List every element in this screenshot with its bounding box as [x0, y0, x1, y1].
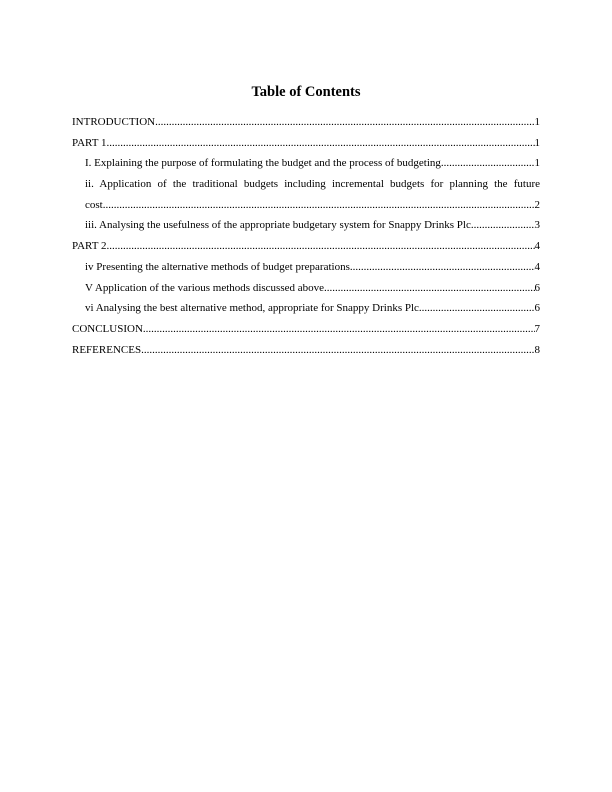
- toc-entry-label: iii. Analysing the usefulness of the appropriate budgetary system for Snappy Drinks Plc: [85, 219, 471, 232]
- toc-leader-dots: [350, 257, 535, 278]
- toc-entry-label: REFERENCES: [72, 343, 142, 356]
- toc-entry-label: INTRODUCTION: [72, 116, 156, 128]
- toc-entry-page: 1: [534, 136, 540, 149]
- toc-leader-dots: [419, 298, 535, 319]
- toc-entry-section-i[interactable]: [72, 153, 540, 174]
- toc-leader-dots: [441, 153, 535, 174]
- toc-title: Table of Contents: [251, 84, 361, 100]
- toc-leader-dots: [107, 236, 535, 257]
- toc-leader-dots: [324, 278, 534, 299]
- toc-entry-page: 1: [534, 116, 540, 128]
- toc-entry-label: vi Analysing the best alternative method, appropriate for Snappy Drinks Plc: [85, 302, 419, 315]
- toc-entry-section-iii[interactable]: [72, 215, 540, 236]
- toc-entry-label: CONCLUSION: [72, 322, 143, 335]
- toc-entry-section-ii[interactable]: [72, 174, 540, 215]
- toc-entry-section-vi[interactable]: [72, 298, 540, 319]
- toc-entry-label-line1: ii. Application of the traditional budgets including incremental budgets for planning the future: [85, 178, 540, 191]
- toc-leader-dots: [103, 195, 535, 216]
- toc-entry-label: iv Presenting the alternative methods of budget preparations: [85, 260, 350, 273]
- toc-entry-page: 7: [534, 322, 540, 335]
- toc-entry-page: 6: [534, 281, 540, 294]
- toc-list: [72, 112, 540, 360]
- toc-entry-page: 8: [534, 343, 540, 356]
- toc-entry-part-2[interactable]: [72, 236, 540, 257]
- toc-entry-page: 3: [534, 219, 540, 232]
- toc-entry-page: 1: [534, 157, 540, 170]
- toc-entry-introduction[interactable]: [72, 112, 540, 133]
- toc-leader-dots: [471, 215, 535, 236]
- toc-entry-section-iv[interactable]: [72, 257, 540, 278]
- toc-entry-page: 6: [534, 302, 540, 315]
- toc-entry-label: PART 1: [72, 136, 107, 149]
- toc-entry-label: PART 2: [72, 240, 107, 253]
- toc-leader-dots: [107, 133, 535, 154]
- toc-entry-label-line2: cost: [85, 198, 103, 211]
- toc-leader-dots: [143, 319, 535, 340]
- toc-leader-dots: [155, 112, 534, 133]
- toc-entry-label: V Application of the various methods discussed above: [85, 281, 325, 294]
- toc-entry-page: 4: [534, 240, 540, 253]
- toc-entry-section-v[interactable]: [72, 278, 540, 299]
- toc-entry-conclusion[interactable]: [72, 319, 540, 340]
- toc-entry-label: I. Explaining the purpose of formulating the budget and the process of budgeting: [85, 157, 441, 170]
- toc-entry-references[interactable]: [72, 340, 540, 361]
- toc-entry-line2: [85, 195, 540, 216]
- toc-entry-page: 4: [534, 260, 540, 273]
- toc-entry-part-1[interactable]: [72, 133, 540, 154]
- toc-leader-dots: [141, 340, 534, 361]
- toc-entry-page: 2: [534, 198, 540, 211]
